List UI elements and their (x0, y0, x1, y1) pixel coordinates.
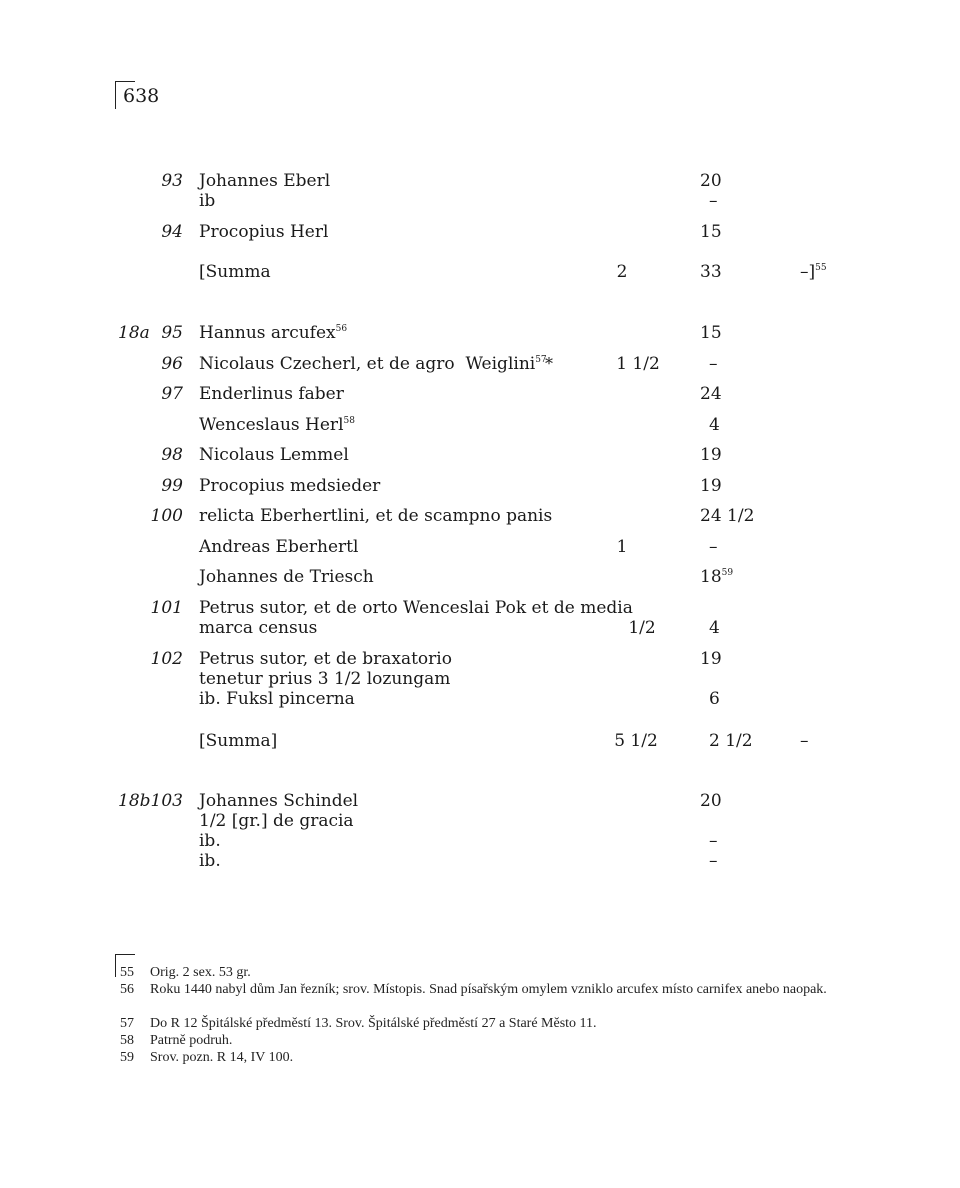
sexagena-value: 1 1/2 (616, 354, 660, 374)
entry-name: Hannus arcufex (199, 323, 336, 343)
entry-name: Petrus sutor, et de orto Wenceslai Pok et de media (199, 598, 633, 618)
entry-name: ib. Fuksl pincerna (199, 689, 355, 709)
footnote-ref: 55 (815, 263, 827, 273)
entry-name: ib (199, 191, 216, 211)
entry-number: 103 (150, 791, 183, 811)
groschen-value: 15 (700, 222, 722, 242)
groschen-value: 33 (700, 262, 722, 282)
sexagena-value: 5 1/2 (614, 731, 658, 751)
footnote-text: Orig. 2 sex. 53 gr. (150, 965, 251, 980)
page-number: 638 (123, 85, 160, 107)
entry-name: ib. (199, 851, 221, 871)
footnote-ref: 58 (343, 416, 355, 426)
groschen-value: 24 1/2 (700, 506, 755, 526)
sexagena-value: 1/2 (628, 618, 656, 638)
footnote-number: 58 (120, 1033, 134, 1048)
entry-name: tenetur prius 3 1/2 lozungam (199, 669, 451, 689)
footnote-item (0, 1032, 960, 1049)
entry-name: Enderlinus faber (199, 384, 344, 404)
entry-name: Nicolaus Lemmel (199, 445, 349, 465)
entry-name: Nicolaus Czecherl, et de agro Weiglini (199, 354, 536, 374)
footnote-ref: 57 (535, 355, 547, 365)
footnote-number: 56 (120, 982, 134, 997)
sexagena-value: 1 (616, 537, 628, 557)
folio-label: 18a (118, 323, 150, 343)
footnote-text: Patrně podruh. (150, 1033, 233, 1048)
footnote-number: 57 (120, 1016, 134, 1031)
footnote-text: Roku 1440 nabyl dům Jan řezník; srov. Místopis. Snad písařským omylem vzniklo arcufex místo carnifex anebo naopak. (150, 982, 827, 997)
entry-number: 99 (161, 476, 183, 496)
footnote-number: 59 (120, 1050, 134, 1065)
entry-name: Procopius medsieder (199, 476, 381, 496)
denarii-value: – (800, 731, 809, 751)
entry-number: 98 (161, 445, 183, 465)
groschen-value: 20 (700, 791, 722, 811)
groschen-value: 19 (700, 476, 722, 496)
groschen-value: 6 (709, 689, 720, 709)
entry-name: Johannes Eberl (199, 171, 331, 191)
entry-name: relicta Eberhertlini, et de scampno panis (199, 506, 553, 526)
footnote-item (0, 981, 960, 1015)
entry-name: Wenceslaus Herl (199, 415, 344, 435)
entry-name: ib. (199, 831, 221, 851)
groschen-value: 4 (709, 415, 720, 435)
footnote-text: Do R 12 Špitálské předměstí 13. Srov. Špitálské předměstí 27 a Staré Město 11. (150, 1016, 597, 1031)
groschen-value: 24 (700, 384, 722, 404)
sexagena-value: 2 (616, 262, 628, 282)
footnote-item (0, 964, 960, 981)
groschen-value: – (709, 831, 718, 851)
folio-label: 18b (118, 791, 151, 811)
entry-name: Johannes de Triesch (199, 567, 374, 587)
footnote-number: 55 (120, 965, 134, 980)
groschen-value: 19 (700, 649, 722, 669)
entry-name: marca census (199, 618, 318, 638)
entry-number: 102 (150, 649, 183, 669)
groschen-value: 15 (700, 323, 722, 343)
entry-number: 93 (161, 171, 183, 191)
groschen-value: 20 (700, 171, 722, 191)
asterisk-mark: * (545, 354, 553, 373)
footnote-item (0, 1049, 960, 1066)
entry-number: 96 (161, 354, 183, 374)
entry-name: 1/2 [gr.] de gracia (199, 811, 354, 831)
entry-number: 100 (150, 506, 183, 526)
entry-number: 95 (161, 323, 183, 343)
denarii-value: –] (800, 262, 816, 282)
groschen-value: 4 (709, 618, 720, 638)
summa-label: [Summa] (199, 731, 278, 751)
groschen-value: – (709, 191, 718, 211)
groschen-value: – (709, 354, 718, 374)
entry-name: Petrus sutor, et de braxatorio (199, 649, 452, 669)
entry-number: 94 (161, 222, 183, 242)
groschen-value: – (709, 851, 718, 871)
groschen-value: 19 (700, 445, 722, 465)
groschen-value: – (709, 537, 718, 557)
footnote-text: Srov. pozn. R 14, IV 100. (150, 1050, 294, 1065)
entry-name: Procopius Herl (199, 222, 329, 242)
footnote-ref: 56 (335, 324, 348, 334)
summa-label: [Summa (199, 262, 271, 282)
entry-name: Johannes Schindel (199, 791, 359, 811)
entry-name: Andreas Eberhertl (199, 537, 359, 557)
footnote-item (0, 1015, 960, 1032)
footnote-ref: 59 (721, 568, 734, 578)
groschen-value: 2 1/2 (709, 731, 753, 751)
groschen-value: 18 (700, 567, 722, 587)
entry-number: 101 (150, 598, 183, 618)
entry-number: 97 (161, 384, 183, 404)
